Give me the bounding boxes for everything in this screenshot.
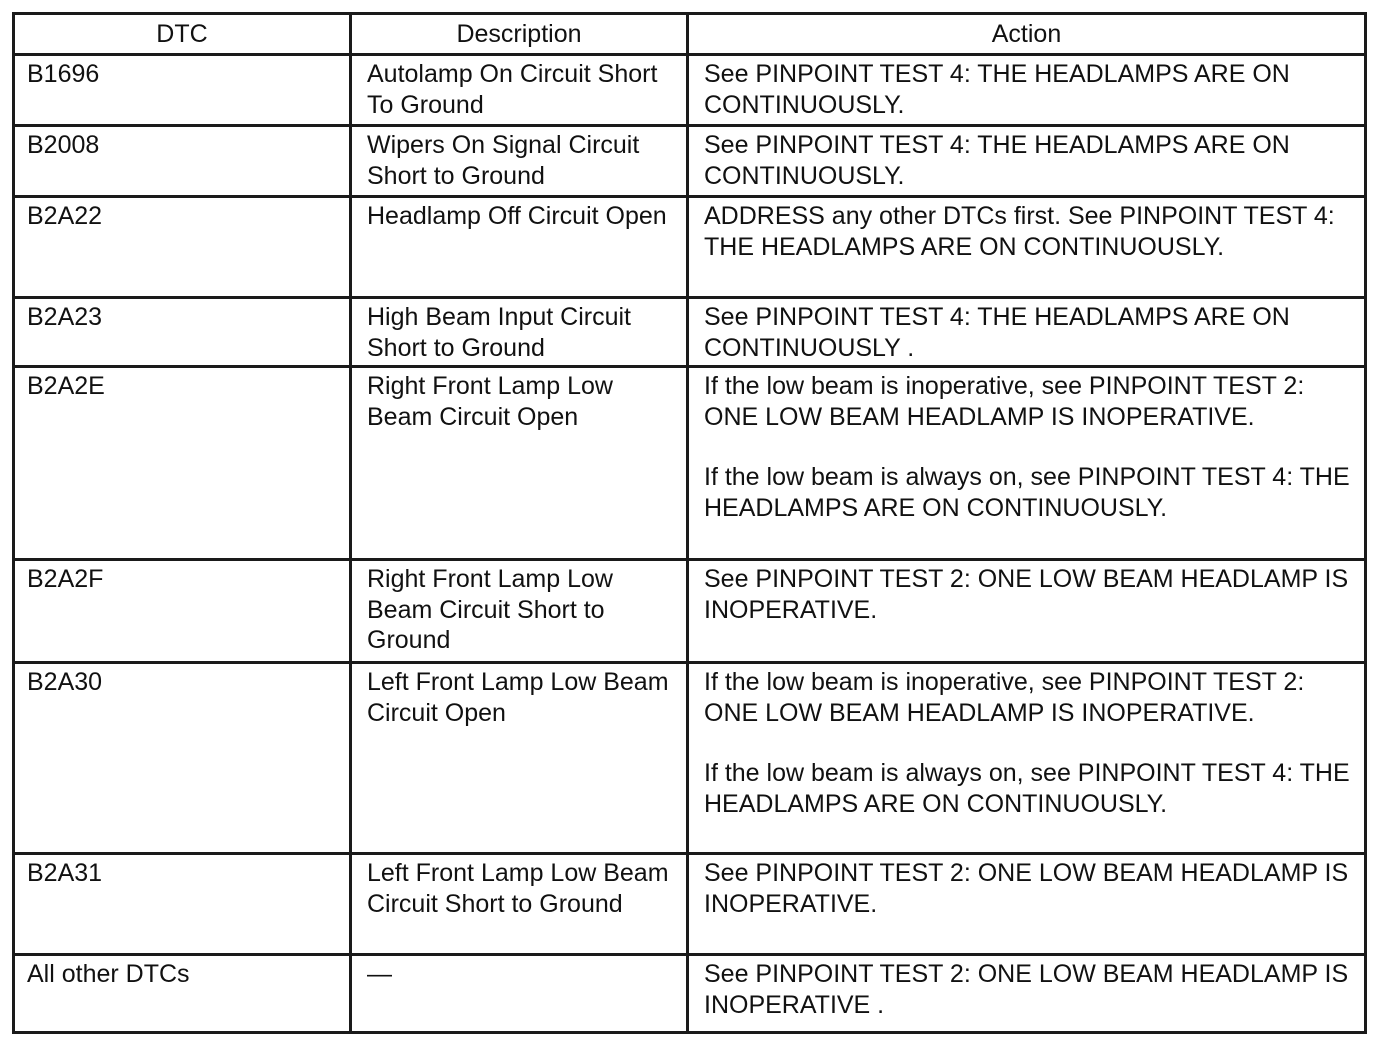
dtc-code: B2A31 (14, 854, 351, 955)
action-text: See PINPOINT TEST 2: ONE LOW BEAM HEADLAMP IS INOPERATIVE. (704, 859, 1349, 918)
dtc-description: Wipers On Signal Circuit Short to Ground (351, 126, 688, 197)
dtc-action (688, 367, 1366, 560)
table-row (14, 55, 1366, 126)
table-row (14, 298, 1366, 367)
dtc-description: Left Front Lamp Low Beam Circuit Short to Ground (351, 854, 688, 955)
dtc-action (688, 663, 1366, 854)
action-text: If the low beam is inoperative, see PINPOINT TEST 2: ONE LOW BEAM HEADLAMP IS INOPERATIVE. (704, 372, 1305, 431)
table-row (14, 854, 1366, 955)
dtc-description: Left Front Lamp Low Beam Circuit Open (351, 663, 688, 854)
table-row (14, 560, 1366, 663)
dtc-code: B2A22 (14, 197, 351, 298)
dtc-code: B2A30 (14, 663, 351, 854)
dtc-action (688, 560, 1366, 663)
dtc-description: — (351, 955, 688, 1033)
dtc-description: High Beam Input Circuit Short to Ground (351, 298, 688, 367)
table-row (14, 663, 1366, 854)
dtc-description: Right Front Lamp Low Beam Circuit Short to Ground (351, 560, 688, 663)
dtc-description: Right Front Lamp Low Beam Circuit Open (351, 367, 688, 560)
table-header-row (14, 14, 1366, 55)
dtc-code: All other DTCs (14, 955, 351, 1033)
action-text: See PINPOINT TEST 4: THE HEADLAMPS ARE ON CONTINUOUSLY. (704, 60, 1290, 119)
table-row (14, 197, 1366, 298)
dtc-action (688, 197, 1366, 298)
action-text: ADDRESS any other DTCs first. See PINPOINT TEST 4: THE HEADLAMPS ARE ON CONTINUOUSLY. (704, 202, 1335, 261)
dtc-action (688, 126, 1366, 197)
action-text: If the low beam is always on, see PINPOINT TEST 4: THE HEADLAMPS ARE ON CONTINUOUSLY. (704, 759, 1350, 818)
action-text: See PINPOINT TEST 2: ONE LOW BEAM HEADLAMP IS INOPERATIVE . (704, 960, 1349, 1019)
table-row (14, 955, 1366, 1033)
dtc-code: B1696 (14, 55, 351, 126)
dtc-action (688, 55, 1366, 126)
action-text: See PINPOINT TEST 2: ONE LOW BEAM HEADLAMP IS INOPERATIVE. (704, 565, 1349, 624)
action-text: If the low beam is inoperative, see PINPOINT TEST 2: ONE LOW BEAM HEADLAMP IS INOPERATIVE. (704, 668, 1305, 727)
action-text: If the low beam is always on, see PINPOINT TEST 4: THE HEADLAMPS ARE ON CONTINUOUSLY. (704, 463, 1350, 522)
action-text: See PINPOINT TEST 4: THE HEADLAMPS ARE ON CONTINUOUSLY . (704, 303, 1290, 362)
action-text: See PINPOINT TEST 4: THE HEADLAMPS ARE ON CONTINUOUSLY. (704, 131, 1290, 190)
dtc-code: B2A23 (14, 298, 351, 367)
table-row (14, 367, 1366, 560)
dtc-action (688, 955, 1366, 1033)
header-description: Description (351, 14, 688, 55)
dtc-action (688, 298, 1366, 367)
dtc-action (688, 854, 1366, 955)
dtc-code: B2A2F (14, 560, 351, 663)
dtc-description: Headlamp Off Circuit Open (351, 197, 688, 298)
dtc-code: B2008 (14, 126, 351, 197)
header-dtc: DTC (14, 14, 351, 55)
dtc-description: Autolamp On Circuit Short To Ground (351, 55, 688, 126)
dtc-code: B2A2E (14, 367, 351, 560)
header-action: Action (688, 14, 1366, 55)
dtc-table (12, 12, 1367, 1034)
table-row (14, 126, 1366, 197)
